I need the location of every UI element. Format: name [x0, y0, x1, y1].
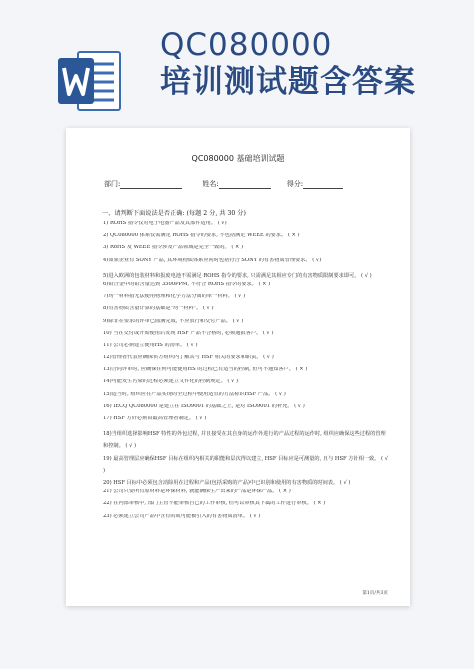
question-item: 7)均一材料指无法使用物理和化学方法分离的单一材料。 ( √ ) [103, 294, 246, 300]
word-document-icon [58, 46, 122, 116]
question-item: 1) ROHS 指令仅对电子电器产品及其部件适用。 ( √) [103, 221, 227, 226]
question-item: 12)管理者代表应确保供方组织内了解其与 HSF 相关的要求和职责。 ( √ ) [103, 355, 274, 361]
question-item: 15)适当时, 组织应在产品实现的全过程中使用适宜的方法标识HSF 产品。 ( √ ) [103, 391, 286, 397]
question-item: 9)除非在要求的评审已圆满完成, 不应放行和交付产品。 ( √ ) [103, 318, 244, 324]
question-item: 6)铅合金中的铅含量达到 3500PPM, 不符合 ROHS 指令的要求。 ( × ) [103, 281, 271, 287]
question-item: 5)进入欧洲的包装材料和报废电池不需满足 ROHS 指令的要求, 只需满足其相应专门的有害物质限制要求即可。 ( √ ) [103, 272, 372, 279]
question-item: 14)可能发生污染的过程必须建立文件化的控制规定。 ( √ ) [103, 379, 239, 385]
name-label: 姓名: [202, 180, 219, 188]
question-item: 23) 必须建立公司产品中含有的或可能被引入的有害物质清单。 ( √ ) [103, 513, 261, 519]
banner-title [160, 27, 416, 100]
question-item: 19) 最高管理层应确保HSF 目标在组织内相关的职能和层次得以建立, HSF 目标应是可测量的, 且与 HSF 方针相一致。 ( √ ) [103, 455, 388, 474]
name-field [202, 179, 270, 189]
question-item: 17) HSF 方针必须由最高管理者制定。 ( √ ) [103, 416, 207, 422]
question-item: 10) 当在交付或开始使用后发现 HSF 产品不合格时, 必须通报客户。 ( √ ) [103, 330, 274, 336]
section-heading: 一、请判断下面说法是否正确: (每题 2 分, 共 30 分) [102, 210, 246, 217]
department-field [104, 179, 182, 189]
score-blank [303, 181, 343, 189]
question-item: 8)有害物质含量计算的基础是"均一材料"。 ( √ ) [103, 306, 214, 312]
banner-title-line2: 培训测试题含答案 [160, 64, 416, 100]
score-field [287, 179, 343, 189]
name-blank [219, 181, 271, 189]
question-item: 21) 公司只要所有原材料是环保材料, 就能确保生产出来的产品是环保产品。 ( × ) [103, 489, 291, 495]
score-label: 得分: [286, 180, 304, 188]
document-page [66, 128, 410, 606]
banner-title-line1: QC080000 [160, 27, 333, 63]
question-item: 18)当组织选择影响HSF 特性的外包过程, 并且接受在其自身的运作外进行的产品过程的运作时, 组织应确保这些过程的管理和控制。 ( √ ) [103, 431, 386, 450]
question-item: 2) QC080000 体系仅需满足 ROHS 指令的要求, 不包括满足 WEEE 的要求。 ( × ) [103, 233, 300, 239]
info-fields [104, 179, 384, 189]
question-item: 11) 公司必须建立使用HS 的清单。 ( √ ) [103, 342, 198, 348]
question-item: 20) HSF 目标中必须包含消除用在过程和产品(包括采购的产品)中已识别和使用的有害物质的时间表。 ( √ ) [103, 480, 351, 487]
question-item: 13)合同评审时, 应确保任何可能使用HS 的过程已有适当的控制, 但可不通知客户。 ( × ) [103, 367, 308, 373]
question-list [103, 221, 388, 526]
question-item: 3) RoHS 及 WEEE 指令涉及产品领域是完全一致的。 ( × ) [103, 245, 244, 251]
document-title: QC080000 基础培训试题 [191, 154, 285, 163]
question-item: 16) IECQ QC080000 是建立在 ISO9001 的基础之上, 是对 ISO9001 的补充。 ( √ ) [103, 403, 305, 409]
department-label: 部门: [104, 180, 121, 188]
page-number: 第1页/共3页 [362, 591, 388, 596]
question-item: 4)如果企业有 SONY 产品, 其环境物质体系应同时包括符合 SONY 的有害物质管理要求。 ( √) [103, 257, 322, 263]
question-item: 22) 在内部审核中, 部门主管不能审核自己的工作审核, 但可以审核其下属的工作进行审核。 ( × ) [103, 501, 326, 507]
department-blank [120, 181, 182, 189]
